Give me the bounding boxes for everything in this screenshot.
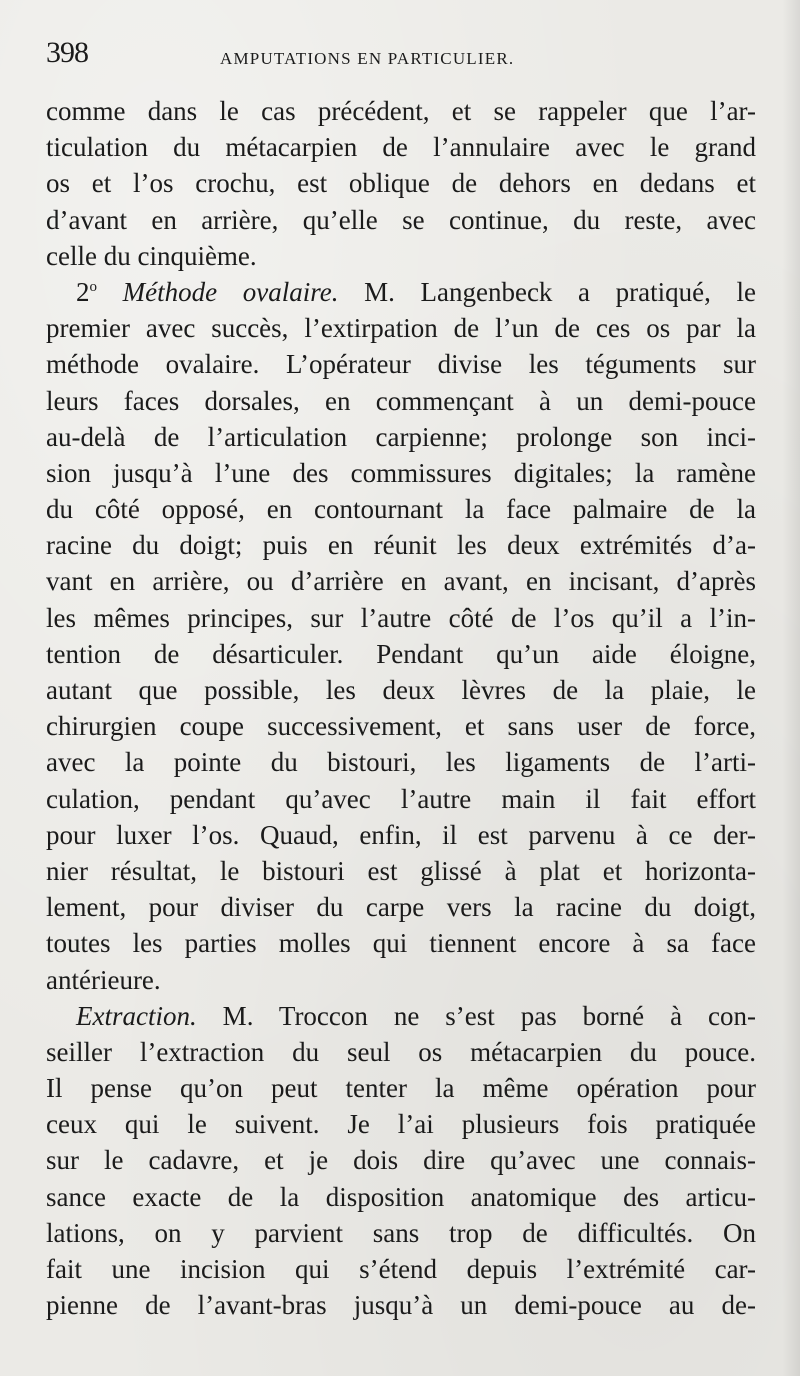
- text-line: ceux qui le suivent. Je l’ai plusieurs fois pratiquée: [46, 1109, 756, 1140]
- text-line: os et l’os crochu, est oblique de dehors en dedans et: [46, 168, 756, 199]
- text-line: vant en arrière, ou d’arrière en avant, en incisant, d’après: [46, 566, 756, 597]
- section-number: 2: [76, 276, 90, 307]
- text-line: pienne de l’avant-bras jusqu’à un demi-pouce au de-: [46, 1290, 756, 1321]
- section-heading-extraction: Extraction.: [76, 1000, 197, 1031]
- text-line: pour luxer l’os. Quaud, enfin, il est parvenu à ce der-: [46, 819, 756, 850]
- section-number-ordinal: o: [89, 278, 97, 295]
- text-line: sion jusqu’à l’une des commissures digitales; la ramène: [46, 457, 756, 488]
- page-number: 398: [46, 36, 88, 69]
- text-line: fait une incision qui s’étend depuis l’extrémité car-: [46, 1254, 756, 1284]
- text-line: antérieure.: [46, 964, 161, 995]
- text-line: autant que possible, les deux lèvres de la plaie, le: [46, 675, 756, 705]
- text-line: tention de désarticuler. Pendant qu’un aide éloigne,: [46, 638, 756, 669]
- text-line: méthode ovalaire. L’opérateur divise les téguments sur: [46, 349, 756, 380]
- text-line: lement, pour diviser du carpe vers la racine du doigt,: [46, 892, 756, 923]
- text-line: d’avant en arrière, qu’elle se continue, du reste, avec: [46, 204, 756, 235]
- text-line: Il pense qu’on peut tenter la même opération pour: [46, 1073, 756, 1104]
- text-line: culation, pendant qu’avec l’autre main il fait effort: [46, 783, 756, 814]
- section-heading-line-ovalaire: [46, 274, 756, 310]
- text-line: racine du doigt; puis en réunit les deux extrémités d’a-: [46, 530, 756, 561]
- text-line: ticulation du métacarpien de l’annulaire avec le grand: [46, 132, 756, 163]
- text-line: sance exacte de la disposition anatomique des articu-: [46, 1181, 756, 1212]
- text-line: au-delà de l’articulation carpienne; prolonge son inci-: [46, 421, 756, 452]
- text-line: celle du cinquième.: [46, 240, 257, 271]
- section-heading-rest: M. Troccon ne s’est pas borné à con-: [196, 1000, 756, 1031]
- text-line: du côté opposé, en contournant la face palmaire de la: [46, 494, 756, 525]
- page-edge-shadow: [782, 0, 800, 1376]
- running-head: [46, 38, 756, 86]
- running-title: AMPUTATIONS EN PARTICULIER.: [220, 49, 515, 68]
- text-line: lations, on y parvient sans trop de difficultés. On: [46, 1217, 756, 1248]
- text-line: leurs faces dorsales, en commençant à un demi-pouce: [46, 385, 756, 416]
- section-heading-line-extraction: [46, 998, 756, 1034]
- text-line: avec la pointe du bistouri, les ligaments de l’arti-: [46, 747, 756, 778]
- text-line: comme dans le cas précédent, et se rappeler que l’ar-: [46, 96, 756, 126]
- body-text: [46, 93, 756, 1323]
- text-line: toutes les parties molles qui tiennent encore à sa face: [46, 928, 756, 959]
- text-line: seiller l’extraction du seul os métacarpien du pouce.: [46, 1036, 756, 1067]
- text-line: chirurgien coupe successivement, et sans user de force,: [46, 711, 756, 742]
- text-line: sur le cadavre, et je dois dire qu’avec une connais-: [46, 1145, 756, 1176]
- section-heading-rest: M. Langenbeck a pratiqué, le: [338, 276, 756, 307]
- text-line: premier avec succès, l’extirpation de l’un de ces os par la: [46, 313, 756, 344]
- section-heading-ovalaire: Méthode ovalaire.: [122, 276, 339, 307]
- text-line: nier résultat, le bistouri est glissé à plat et horizonta-: [46, 855, 756, 886]
- text-line: les mêmes principes, sur l’autre côté de l’os qu’il a l’in-: [46, 602, 756, 633]
